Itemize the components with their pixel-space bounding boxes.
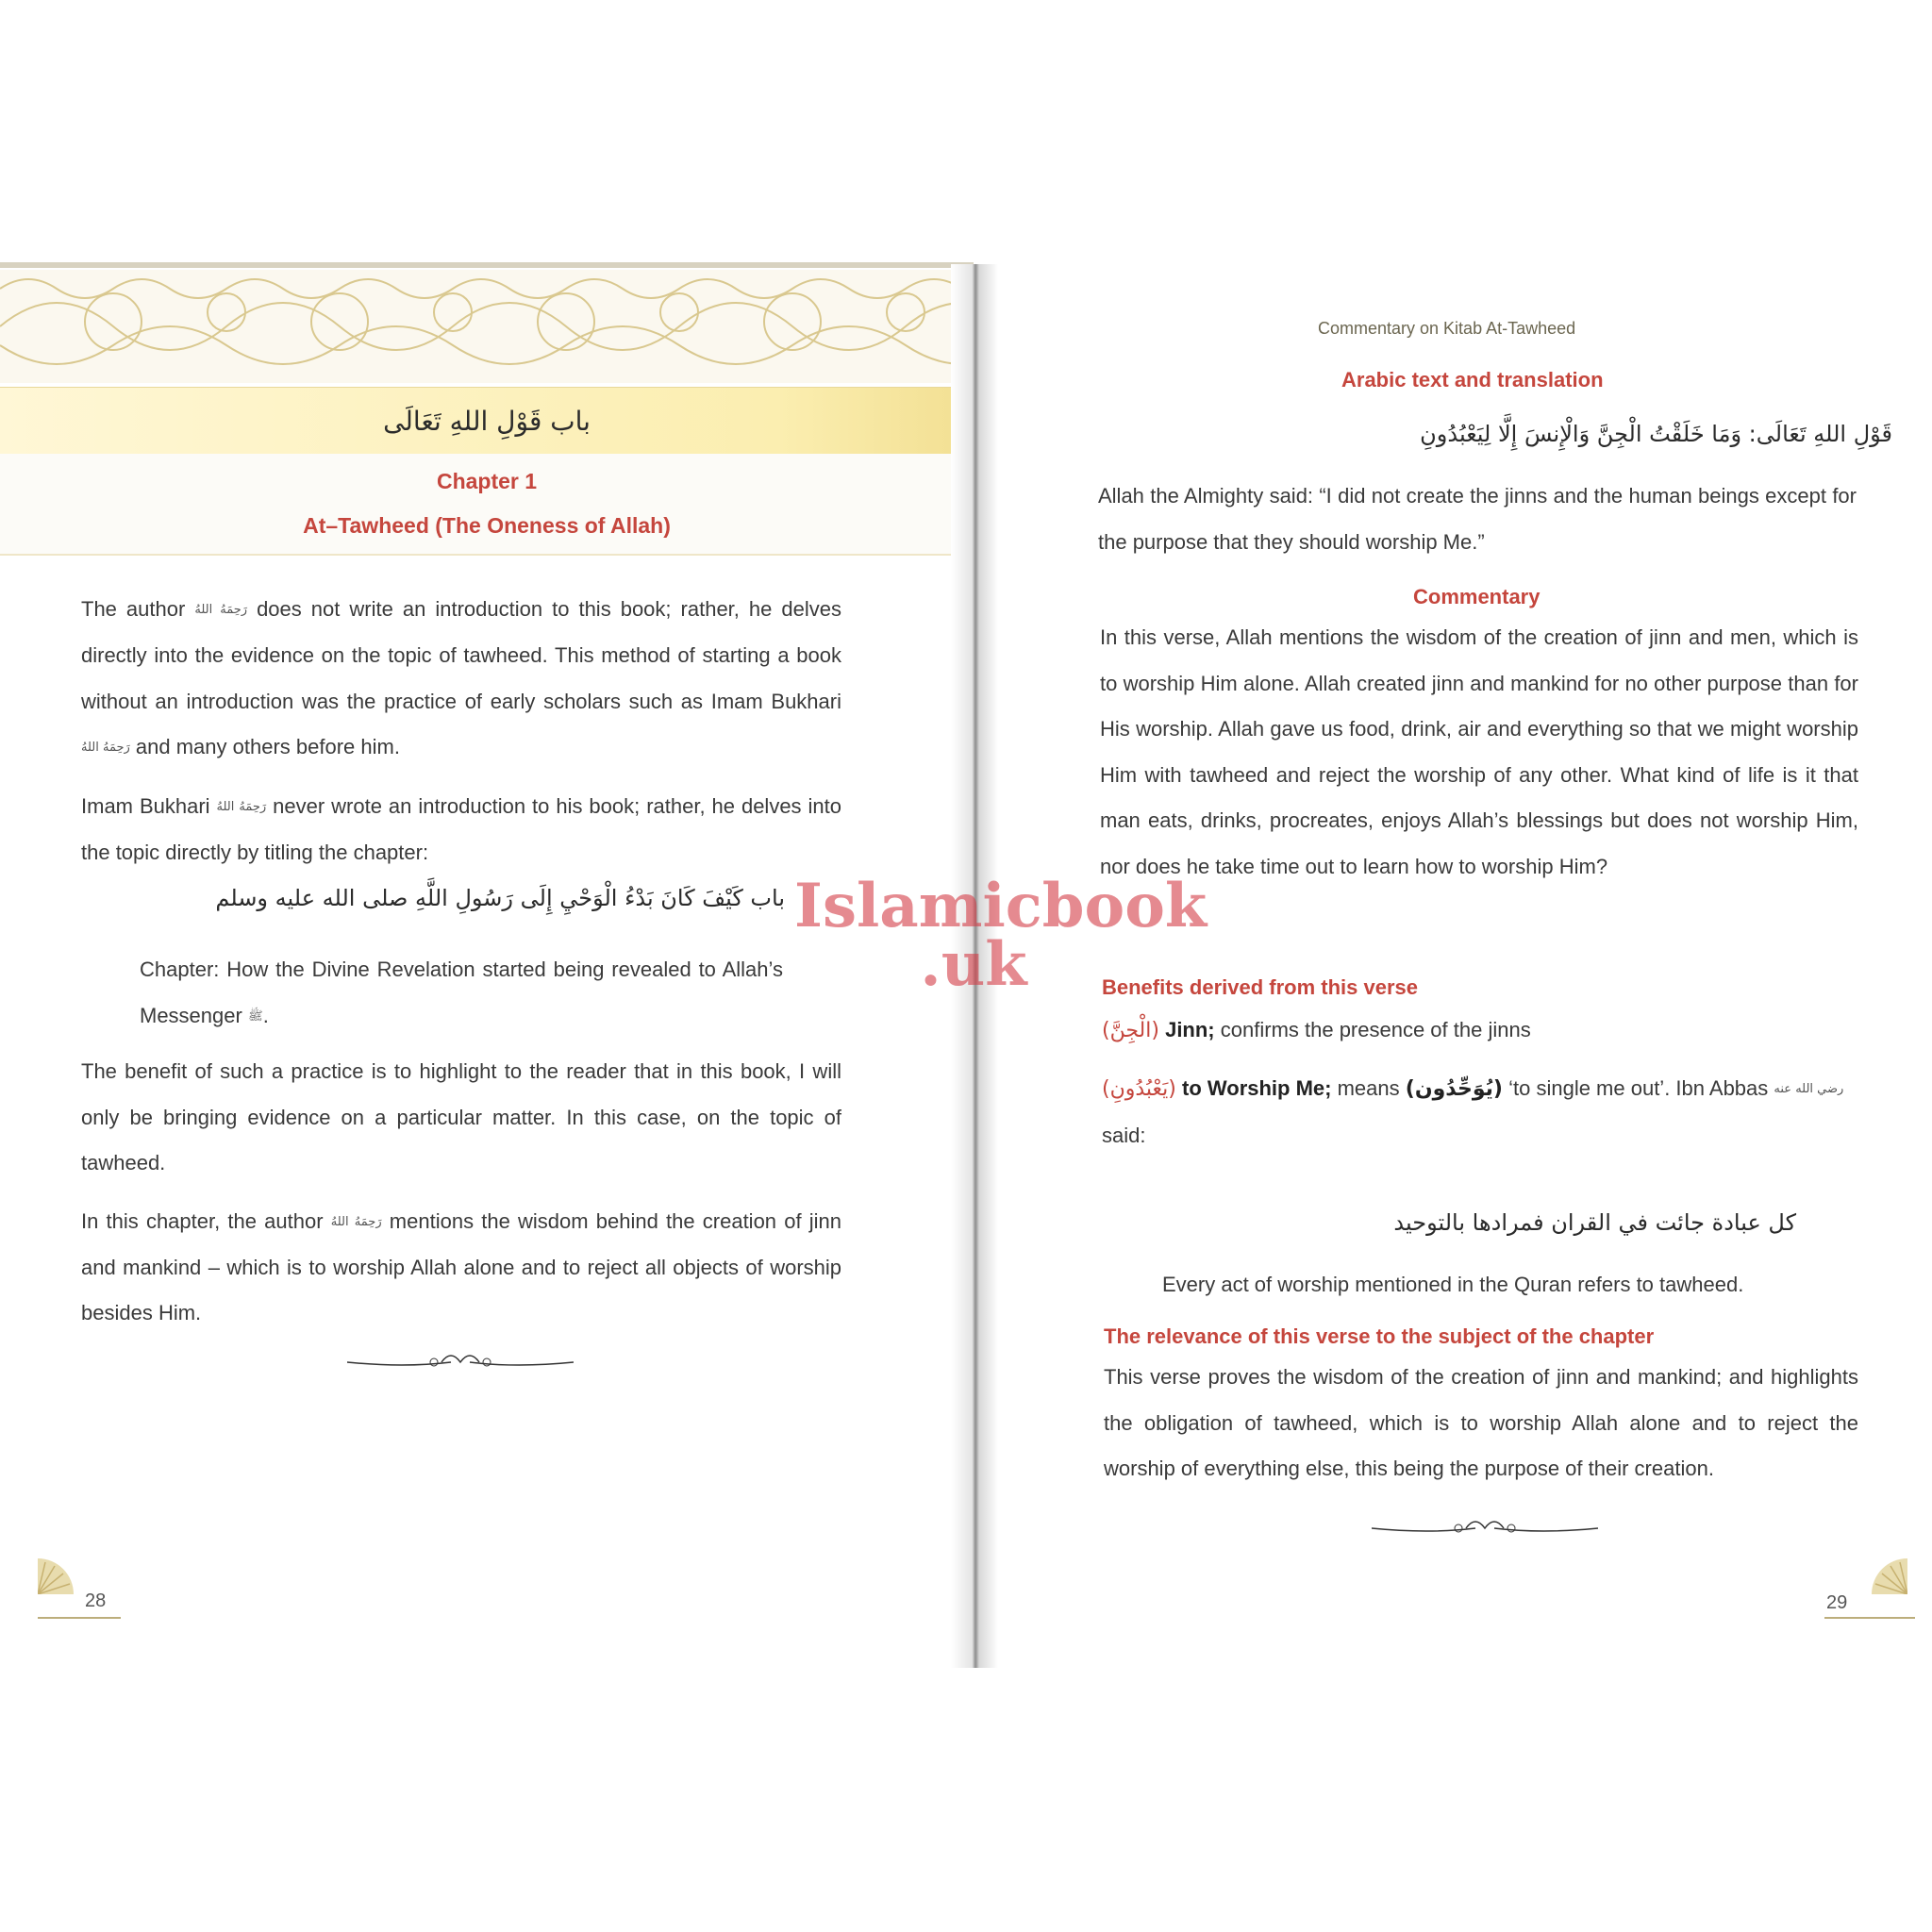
arabic-saying: كل عبادة جائت في القران فمرادها بالتوحيد: [1393, 1209, 1796, 1236]
verse-translation: Allah the Almighty said: “I did not create the jinns and the human beings except for the purpose that they should worship Me.”: [1098, 484, 1857, 554]
honorific-icon: رَحِمَهُ اللهُ: [194, 602, 248, 617]
ornament-band: [0, 270, 974, 383]
chapter-quote: Chapter: How the Divine Revelation started being revealed to Allah’s Messenger ﷺ.: [140, 958, 783, 1027]
benefit-1: (الْجِنَّ) Jinn; confirms the presence of the jinns: [1102, 1018, 1531, 1042]
page-number-left: 28: [85, 1591, 107, 1611]
honorific-icon: رَحِمَهُ اللهُ: [330, 1214, 382, 1229]
paragraph-4: In this chapter, the author رَحِمَهُ اللهُ mentions the wisdom behind the creation of jinn and mankind – which is to worship Allah alone and to reject all objects of worship besides Him.: [81, 1208, 841, 1325]
chapter-header: [0, 387, 974, 557]
arabesque-ornament-icon: [0, 270, 974, 383]
left-body-bottom: [81, 1049, 841, 1349]
left-body-top: [81, 587, 841, 889]
commentary-text: In this verse, Allah mentions the wisdom of the creation of jinn and men, which is to worship Him alone. Allah created jinn and mankind for no other purpose than for His worship. Allah gave us food, drink, air and everything so that we might worship Him with tawheed and reject the worship of any other. What kind of life is it that man eats, drinks, procreates, enjoys Allah’s blessings but does not worship Him, nor does he take time out to learn how to worship Him?: [1100, 625, 1858, 878]
running-head: Commentary on Kitab At-Tawheed: [1318, 319, 1576, 338]
page-top-edge: [0, 262, 974, 268]
paragraph-2: Imam Bukhari رَحِمَهُ اللهُ never wrote an introduction to his book; rather, he delves into the topic directly by titling the chapter:: [81, 793, 841, 865]
page-number-rule: [38, 1617, 121, 1619]
heading-benefits: Benefits derived from this verse: [1102, 975, 1419, 999]
arabic-hadith-quote: باب كَيْفَ كَانَ بَدْءُ الْوَحْيِ إِلَى رَسُولِ اللَّهِ صلى الله عليه وسلم: [215, 885, 785, 911]
flourish-divider-icon: [1372, 1517, 1598, 1540]
watermark: Islamicbook .uk: [794, 871, 1208, 1000]
benefit-2: (يَعْبُدُونِ) to Worship Me; means (يُوَحِّدُون) ‘to single me out’. Ibn Abbas رضي الله عنه said:: [1102, 1076, 1844, 1147]
heading-relevance: The relevance of this verse to the subject of the chapter: [1104, 1324, 1655, 1348]
arabic-verse: قَوْلِ اللهِ تَعَالَى: وَمَا خَلَقْتُ الْجِنَّ وَالْإِنسَ إِلَّا لِيَعْبُدُونِ: [1420, 421, 1892, 447]
fan-ornament-icon: [38, 1549, 83, 1594]
page-number-right: 29: [1826, 1592, 1848, 1613]
chapter-title-block: [0, 454, 974, 556]
heading-commentary: Commentary: [1413, 585, 1541, 608]
page-number-rule: [1824, 1617, 1915, 1619]
honorific-icon: رضي الله عنه: [1774, 1081, 1844, 1096]
salutation-icon: ﷺ: [247, 1008, 263, 1024]
relevance-text: This verse proves the wisdom of the creation of jinn and mankind; and highlights the obligation of tawheed, which is to worship Allah alone and to reject the worship of everything else, this being the purpose of their creation.: [1104, 1365, 1858, 1480]
chapter-title: At–Tawheed (The Oneness of Allah): [303, 513, 671, 538]
paragraph-3: The benefit of such a practice is to highlight to the reader that in this book, I will only be bringing evidence on a particular matter. In this case, on the topic of tawheed.: [81, 1059, 841, 1174]
paragraph-1: The author رَحِمَهُ اللهُ does not write an introduction to this book; rather, he delves directly into the evidence on the topic of tawheed. This method of starting a book without an introduction was the practice of early scholars such as Imam Bukhari رَحِمَهُ اللهُ and many others before him.: [81, 597, 842, 759]
saying-translation: Every act of worship mentioned in the Quran refers to tawheed.: [1162, 1273, 1744, 1296]
heading-arabic-text: Arabic text and translation: [1341, 368, 1604, 391]
fan-ornament-icon: [1862, 1549, 1907, 1594]
honorific-icon: رَحِمَهُ اللهُ: [81, 741, 130, 756]
chapter-number: Chapter 1: [436, 469, 538, 493]
flourish-divider-icon: [347, 1351, 574, 1374]
arabic-title-bar: [0, 387, 974, 454]
honorific-icon: رَحِمَهُ اللهُ: [216, 799, 267, 814]
arabic-chapter-title: باب قَوْلِ اللهِ تَعَالَى: [383, 405, 591, 437]
